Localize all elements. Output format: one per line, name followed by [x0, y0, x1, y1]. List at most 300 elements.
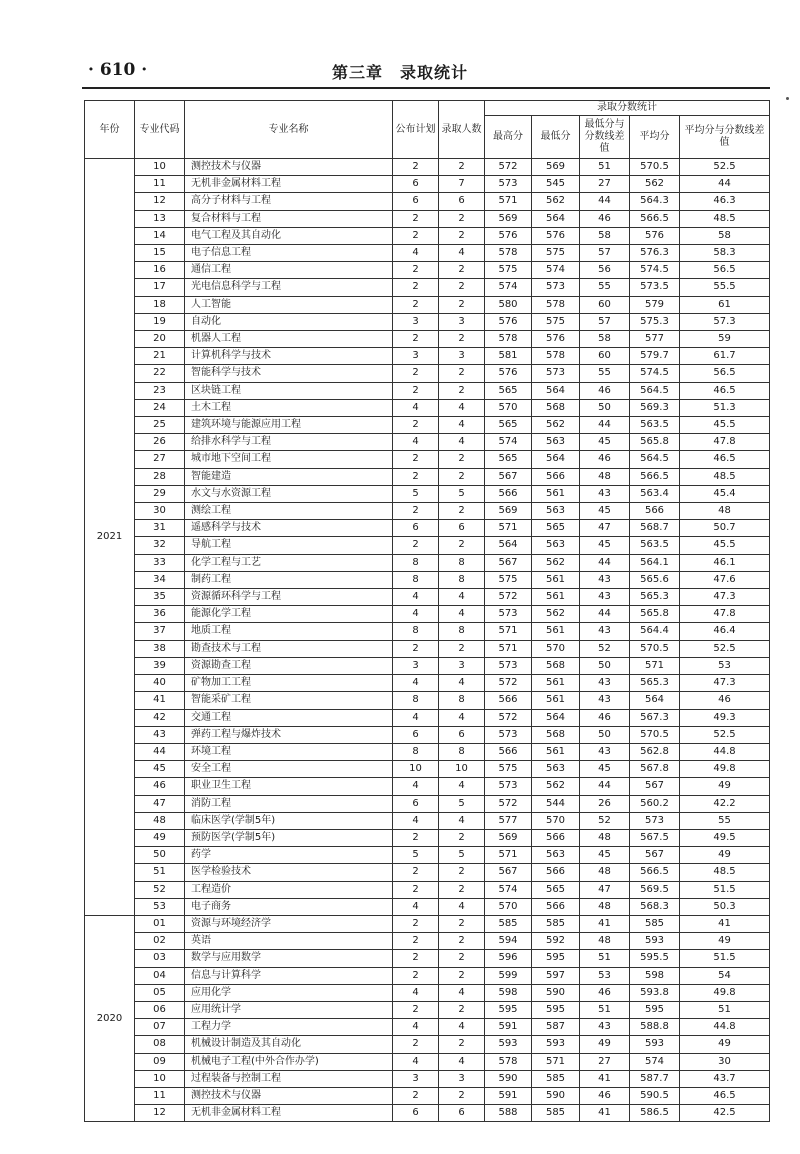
major-name-cell: 复合材料与工程: [185, 210, 393, 227]
avg-diff-cell: 48.5: [680, 468, 770, 485]
admitted-cell: 2: [439, 537, 485, 554]
avg-score-cell: 564: [630, 692, 680, 709]
min-score-cell: 562: [532, 778, 580, 795]
plan-cell: 4: [393, 812, 439, 829]
max-score-cell: 571: [485, 640, 532, 657]
admitted-cell: 2: [439, 503, 485, 520]
admitted-cell: 6: [439, 726, 485, 743]
code-cell: 11: [135, 176, 185, 193]
scan-dot: [786, 97, 789, 100]
min-score-cell: 563: [532, 847, 580, 864]
min-score-cell: 568: [532, 399, 580, 416]
table-row: [85, 193, 770, 210]
min-score-cell: 562: [532, 193, 580, 210]
table-row: [85, 623, 770, 640]
max-score-cell: 571: [485, 520, 532, 537]
table-row: [85, 468, 770, 485]
min-score-cell: 570: [532, 812, 580, 829]
major-name-cell: 工程力学: [185, 1019, 393, 1036]
avg-score-cell: 566.5: [630, 468, 680, 485]
min-diff-cell: 45: [580, 434, 630, 451]
max-score-cell: 578: [485, 245, 532, 262]
header-avg-score: 平均分: [630, 116, 680, 159]
major-name-cell: 安全工程: [185, 761, 393, 778]
plan-cell: 2: [393, 950, 439, 967]
major-name-cell: 遥感科学与技术: [185, 520, 393, 537]
min-score-cell: 561: [532, 692, 580, 709]
plan-cell: 2: [393, 640, 439, 657]
major-name-cell: 测绘工程: [185, 503, 393, 520]
max-score-cell: 580: [485, 296, 532, 313]
major-name-cell: 无机非金属材料工程: [185, 176, 393, 193]
avg-score-cell: 568.3: [630, 898, 680, 915]
avg-diff-cell: 49.8: [680, 761, 770, 778]
admitted-cell: 2: [439, 1036, 485, 1053]
min-diff-cell: 47: [580, 881, 630, 898]
major-name-cell: 矿物加工工程: [185, 675, 393, 692]
avg-score-cell: 590.5: [630, 1087, 680, 1104]
code-cell: 46: [135, 778, 185, 795]
avg-diff-cell: 30: [680, 1053, 770, 1070]
min-score-cell: 568: [532, 657, 580, 674]
avg-diff-cell: 52.5: [680, 640, 770, 657]
plan-cell: 6: [393, 193, 439, 210]
major-name-cell: 机械电子工程(中外合作办学): [185, 1053, 393, 1070]
max-score-cell: 594: [485, 933, 532, 950]
min-diff-cell: 48: [580, 864, 630, 881]
code-cell: 37: [135, 623, 185, 640]
avg-diff-cell: 42.2: [680, 795, 770, 812]
code-cell: 10: [135, 1070, 185, 1087]
admitted-cell: 2: [439, 967, 485, 984]
major-name-cell: 过程装备与控制工程: [185, 1070, 393, 1087]
min-score-cell: 566: [532, 864, 580, 881]
avg-score-cell: 587.7: [630, 1070, 680, 1087]
avg-diff-cell: 56.5: [680, 365, 770, 382]
admitted-cell: 2: [439, 210, 485, 227]
min-score-cell: 571: [532, 1053, 580, 1070]
avg-diff-cell: 56.5: [680, 262, 770, 279]
major-name-cell: 无机非金属材料工程: [185, 1105, 393, 1122]
min-diff-cell: 44: [580, 606, 630, 623]
min-diff-cell: 27: [580, 176, 630, 193]
plan-cell: 2: [393, 331, 439, 348]
code-cell: 18: [135, 296, 185, 313]
admitted-cell: 2: [439, 640, 485, 657]
avg-diff-cell: 46: [680, 692, 770, 709]
avg-score-cell: 568.7: [630, 520, 680, 537]
plan-cell: 4: [393, 984, 439, 1001]
table-row: [85, 176, 770, 193]
code-cell: 23: [135, 382, 185, 399]
code-cell: 45: [135, 761, 185, 778]
admitted-cell: 4: [439, 417, 485, 434]
code-cell: 40: [135, 675, 185, 692]
min-score-cell: 561: [532, 623, 580, 640]
table-row: [85, 761, 770, 778]
avg-diff-cell: 49.5: [680, 829, 770, 846]
major-name-cell: 电气工程及其自动化: [185, 227, 393, 244]
min-score-cell: 587: [532, 1019, 580, 1036]
admitted-cell: 5: [439, 485, 485, 502]
min-diff-cell: 52: [580, 812, 630, 829]
admitted-cell: 2: [439, 1087, 485, 1104]
code-cell: 26: [135, 434, 185, 451]
plan-cell: 4: [393, 898, 439, 915]
avg-score-cell: 585: [630, 915, 680, 932]
avg-diff-cell: 50.7: [680, 520, 770, 537]
major-name-cell: 应用化学: [185, 984, 393, 1001]
max-score-cell: 576: [485, 227, 532, 244]
min-score-cell: 578: [532, 296, 580, 313]
max-score-cell: 576: [485, 365, 532, 382]
plan-cell: 6: [393, 795, 439, 812]
avg-score-cell: 565.8: [630, 434, 680, 451]
code-cell: 48: [135, 812, 185, 829]
admitted-cell: 3: [439, 313, 485, 330]
min-score-cell: 561: [532, 589, 580, 606]
major-name-cell: 水文与水资源工程: [185, 485, 393, 502]
max-score-cell: 565: [485, 417, 532, 434]
code-cell: 11: [135, 1087, 185, 1104]
major-name-cell: 职业卫生工程: [185, 778, 393, 795]
code-cell: 06: [135, 1001, 185, 1018]
admitted-cell: 5: [439, 847, 485, 864]
min-score-cell: 544: [532, 795, 580, 812]
plan-cell: 2: [393, 279, 439, 296]
code-cell: 14: [135, 227, 185, 244]
min-diff-cell: 48: [580, 898, 630, 915]
avg-score-cell: 573.5: [630, 279, 680, 296]
table-row: [85, 709, 770, 726]
avg-score-cell: 593: [630, 1036, 680, 1053]
header-year: 年份: [85, 101, 135, 159]
admitted-cell: 4: [439, 812, 485, 829]
max-score-cell: 567: [485, 468, 532, 485]
table-row: [85, 313, 770, 330]
min-score-cell: 573: [532, 365, 580, 382]
admitted-cell: 4: [439, 606, 485, 623]
admitted-cell: 2: [439, 915, 485, 932]
avg-diff-cell: 41: [680, 915, 770, 932]
table-container: [84, 100, 769, 1122]
table-row: [85, 331, 770, 348]
table-row: [85, 520, 770, 537]
min-diff-cell: 46: [580, 709, 630, 726]
max-score-cell: 575: [485, 262, 532, 279]
admitted-cell: 2: [439, 296, 485, 313]
min-score-cell: 585: [532, 915, 580, 932]
avg-diff-cell: 46.1: [680, 554, 770, 571]
min-diff-cell: 41: [580, 915, 630, 932]
avg-score-cell: 570.5: [630, 640, 680, 657]
table-row: [85, 795, 770, 812]
min-diff-cell: 50: [580, 726, 630, 743]
major-name-cell: 英语: [185, 933, 393, 950]
code-cell: 12: [135, 1105, 185, 1122]
plan-cell: 8: [393, 571, 439, 588]
min-score-cell: 564: [532, 451, 580, 468]
min-diff-cell: 43: [580, 485, 630, 502]
table-row: [85, 640, 770, 657]
max-score-cell: 591: [485, 1087, 532, 1104]
avg-diff-cell: 49.3: [680, 709, 770, 726]
min-score-cell: 585: [532, 1070, 580, 1087]
plan-cell: 2: [393, 537, 439, 554]
min-score-cell: 569: [532, 159, 580, 176]
code-cell: 04: [135, 967, 185, 984]
major-name-cell: 资源循环科学与工程: [185, 589, 393, 606]
max-score-cell: 573: [485, 657, 532, 674]
avg-diff-cell: 54: [680, 967, 770, 984]
plan-cell: 2: [393, 227, 439, 244]
plan-cell: 5: [393, 847, 439, 864]
min-score-cell: 564: [532, 709, 580, 726]
plan-cell: 4: [393, 434, 439, 451]
max-score-cell: 599: [485, 967, 532, 984]
max-score-cell: 572: [485, 709, 532, 726]
code-cell: 31: [135, 520, 185, 537]
avg-diff-cell: 61.7: [680, 348, 770, 365]
min-diff-cell: 43: [580, 623, 630, 640]
major-name-cell: 数学与应用数学: [185, 950, 393, 967]
table-row: [85, 537, 770, 554]
table-row: [85, 434, 770, 451]
avg-score-cell: 560.2: [630, 795, 680, 812]
table-row: [85, 589, 770, 606]
avg-score-cell: 573: [630, 812, 680, 829]
min-score-cell: 595: [532, 950, 580, 967]
year-cell: 2021: [85, 159, 135, 916]
table-row: [85, 657, 770, 674]
major-name-cell: 测控技术与仪器: [185, 1087, 393, 1104]
min-score-cell: 561: [532, 485, 580, 502]
table-row: [85, 829, 770, 846]
max-score-cell: 596: [485, 950, 532, 967]
min-diff-cell: 45: [580, 537, 630, 554]
code-cell: 42: [135, 709, 185, 726]
min-score-cell: 566: [532, 468, 580, 485]
min-score-cell: 566: [532, 829, 580, 846]
admitted-cell: 4: [439, 898, 485, 915]
chapter-title: 第三章 录取统计: [331, 63, 468, 82]
table-row: [85, 210, 770, 227]
table-row: [85, 399, 770, 416]
admitted-cell: 3: [439, 657, 485, 674]
min-diff-cell: 48: [580, 933, 630, 950]
min-diff-cell: 57: [580, 313, 630, 330]
major-name-cell: 人工智能: [185, 296, 393, 313]
min-score-cell: 566: [532, 898, 580, 915]
max-score-cell: 593: [485, 1036, 532, 1053]
plan-cell: 2: [393, 365, 439, 382]
min-diff-cell: 44: [580, 778, 630, 795]
avg-diff-cell: 46.5: [680, 451, 770, 468]
plan-cell: 3: [393, 1070, 439, 1087]
plan-cell: 4: [393, 709, 439, 726]
table-row: [85, 812, 770, 829]
max-score-cell: 569: [485, 503, 532, 520]
max-score-cell: 572: [485, 589, 532, 606]
min-diff-cell: 50: [580, 399, 630, 416]
max-score-cell: 574: [485, 881, 532, 898]
code-cell: 28: [135, 468, 185, 485]
major-name-cell: 光电信息科学与工程: [185, 279, 393, 296]
code-cell: 02: [135, 933, 185, 950]
max-score-cell: 595: [485, 1001, 532, 1018]
avg-score-cell: 563.4: [630, 485, 680, 502]
table-row: [85, 847, 770, 864]
plan-cell: 2: [393, 829, 439, 846]
plan-cell: 2: [393, 881, 439, 898]
avg-diff-cell: 47.8: [680, 606, 770, 623]
table-row: [85, 296, 770, 313]
major-name-cell: 制药工程: [185, 571, 393, 588]
major-name-cell: 区块链工程: [185, 382, 393, 399]
min-diff-cell: 47: [580, 520, 630, 537]
max-score-cell: 566: [485, 485, 532, 502]
min-diff-cell: 58: [580, 331, 630, 348]
avg-diff-cell: 53: [680, 657, 770, 674]
plan-cell: 2: [393, 503, 439, 520]
max-score-cell: 567: [485, 554, 532, 571]
avg-diff-cell: 47.3: [680, 675, 770, 692]
min-diff-cell: 45: [580, 847, 630, 864]
plan-cell: 4: [393, 606, 439, 623]
admitted-cell: 2: [439, 382, 485, 399]
major-name-cell: 工程造价: [185, 881, 393, 898]
admitted-cell: 4: [439, 709, 485, 726]
table-row: [85, 227, 770, 244]
min-score-cell: 573: [532, 279, 580, 296]
max-score-cell: 571: [485, 193, 532, 210]
min-diff-cell: 49: [580, 1036, 630, 1053]
avg-diff-cell: 42.5: [680, 1105, 770, 1122]
max-score-cell: 575: [485, 571, 532, 588]
admitted-cell: 2: [439, 950, 485, 967]
admitted-cell: 2: [439, 279, 485, 296]
min-score-cell: 592: [532, 933, 580, 950]
avg-diff-cell: 47.6: [680, 571, 770, 588]
avg-score-cell: 562: [630, 176, 680, 193]
table-body: [85, 159, 770, 1122]
major-name-cell: 交通工程: [185, 709, 393, 726]
avg-score-cell: 567: [630, 847, 680, 864]
major-name-cell: 土木工程: [185, 399, 393, 416]
plan-cell: 2: [393, 468, 439, 485]
major-name-cell: 预防医学(学制5年): [185, 829, 393, 846]
min-diff-cell: 43: [580, 589, 630, 606]
major-name-cell: 通信工程: [185, 262, 393, 279]
min-score-cell: 595: [532, 1001, 580, 1018]
min-score-cell: 590: [532, 984, 580, 1001]
max-score-cell: 598: [485, 984, 532, 1001]
table-row: [85, 451, 770, 468]
header-score-group: 录取分数统计: [485, 101, 770, 116]
avg-score-cell: 595: [630, 1001, 680, 1018]
admitted-cell: 2: [439, 1001, 485, 1018]
plan-cell: 4: [393, 399, 439, 416]
max-score-cell: 573: [485, 726, 532, 743]
min-diff-cell: 46: [580, 984, 630, 1001]
major-name-cell: 智能建造: [185, 468, 393, 485]
avg-diff-cell: 50.3: [680, 898, 770, 915]
avg-score-cell: 564.5: [630, 382, 680, 399]
min-diff-cell: 43: [580, 675, 630, 692]
table-row: [85, 984, 770, 1001]
major-name-cell: 消防工程: [185, 795, 393, 812]
avg-diff-cell: 55.5: [680, 279, 770, 296]
min-score-cell: 561: [532, 675, 580, 692]
code-cell: 47: [135, 795, 185, 812]
max-score-cell: 574: [485, 434, 532, 451]
major-name-cell: 建筑环境与能源应用工程: [185, 417, 393, 434]
avg-diff-cell: 46.4: [680, 623, 770, 640]
avg-score-cell: 571: [630, 657, 680, 674]
plan-cell: 6: [393, 520, 439, 537]
table-row: [85, 1019, 770, 1036]
min-score-cell: 574: [532, 262, 580, 279]
min-diff-cell: 44: [580, 417, 630, 434]
avg-diff-cell: 52.5: [680, 726, 770, 743]
min-score-cell: 575: [532, 245, 580, 262]
avg-score-cell: 593: [630, 933, 680, 950]
table-row: [85, 692, 770, 709]
major-name-cell: 地质工程: [185, 623, 393, 640]
table-row: [85, 743, 770, 760]
code-cell: 43: [135, 726, 185, 743]
header-major-name: 专业名称: [185, 101, 393, 159]
table-row: [85, 571, 770, 588]
code-cell: 33: [135, 554, 185, 571]
table-row: [85, 1105, 770, 1122]
table-row: [85, 864, 770, 881]
avg-diff-cell: 59: [680, 331, 770, 348]
min-score-cell: 564: [532, 382, 580, 399]
avg-score-cell: 564.5: [630, 451, 680, 468]
min-score-cell: 570: [532, 640, 580, 657]
admitted-cell: 2: [439, 933, 485, 950]
table-row: [85, 1070, 770, 1087]
min-diff-cell: 55: [580, 365, 630, 382]
code-cell: 39: [135, 657, 185, 674]
min-score-cell: 585: [532, 1105, 580, 1122]
avg-score-cell: 567.3: [630, 709, 680, 726]
admitted-cell: 4: [439, 984, 485, 1001]
max-score-cell: 590: [485, 1070, 532, 1087]
plan-cell: 4: [393, 1053, 439, 1070]
avg-diff-cell: 51.5: [680, 881, 770, 898]
min-score-cell: 564: [532, 210, 580, 227]
plan-cell: 2: [393, 262, 439, 279]
table-row: [85, 417, 770, 434]
admitted-cell: 8: [439, 571, 485, 588]
major-name-cell: 勘查技术与工程: [185, 640, 393, 657]
table-row: [85, 1087, 770, 1104]
page-number: · 610 ·: [88, 60, 148, 80]
min-score-cell: 590: [532, 1087, 580, 1104]
admitted-cell: 4: [439, 589, 485, 606]
max-score-cell: 573: [485, 778, 532, 795]
avg-diff-cell: 44: [680, 176, 770, 193]
avg-diff-cell: 47.3: [680, 589, 770, 606]
max-score-cell: 585: [485, 915, 532, 932]
min-score-cell: 576: [532, 331, 580, 348]
code-cell: 13: [135, 210, 185, 227]
min-diff-cell: 50: [580, 657, 630, 674]
code-cell: 12: [135, 193, 185, 210]
table-row: [85, 348, 770, 365]
